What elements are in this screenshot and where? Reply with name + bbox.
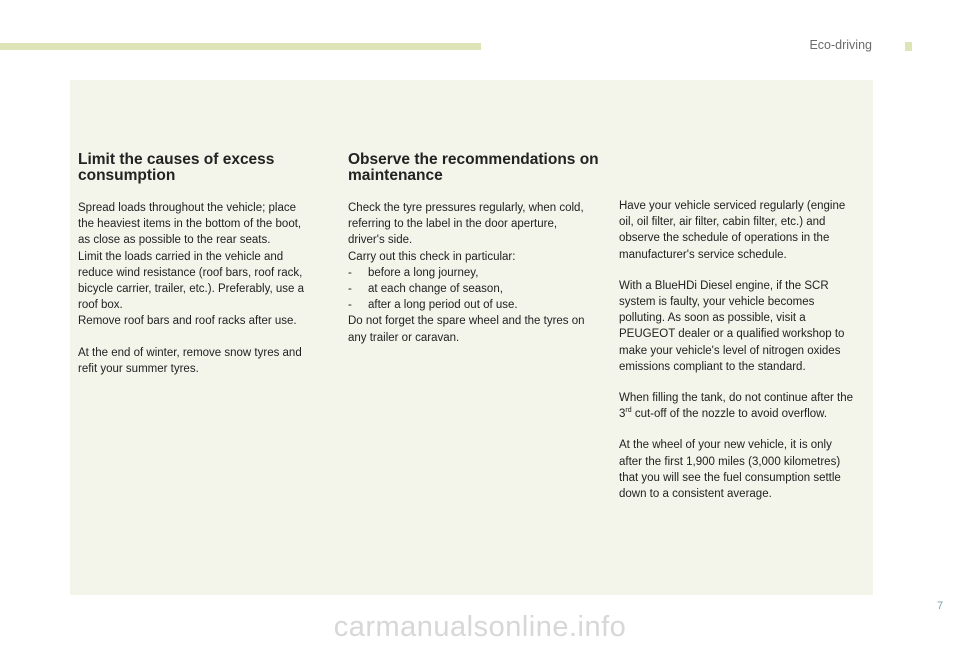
bullet-item [348, 297, 603, 313]
text-line: referring to the label in the door aperture, [348, 218, 558, 231]
text-line: system is faulty, your vehicle becomes [619, 296, 815, 309]
text-line: as close as possible to the rear seats. [78, 234, 271, 247]
text-fragment: cut-off of the nozzle to avoid overflow. [634, 408, 828, 421]
ordinal-number: 3 [619, 408, 626, 421]
text-line: When filling the tank, do not continue after the [619, 392, 853, 405]
text-line: Have your vehicle serviced regularly (engine [619, 200, 846, 212]
ordinal-suffix: rd [625, 407, 632, 415]
text-line: oil, oil filter, air filter, cabin filter, etc.) and [619, 216, 826, 229]
text-line: any trailer or caravan. [348, 331, 460, 344]
watermark: carmanualsonline.info [333, 611, 627, 643]
page-number: 7 [937, 600, 944, 612]
text-line: bicycle carrier, trailer, etc.). Preferably, use a [78, 283, 305, 296]
text-line: down to a consistent average. [619, 488, 772, 501]
text-line: roof box. [78, 299, 123, 312]
text-line: polluting. As soon as possible, visit a [619, 312, 806, 325]
text-line: Carry out this check in particular: [348, 250, 516, 263]
bullet-marker: - [348, 299, 352, 312]
text-line: At the wheel of your new vehicle, it is only [619, 439, 832, 452]
heading-excess-consumption: Limit the causes of excess consumption [78, 151, 275, 184]
text-line: emissions compliant to the standard. [619, 360, 806, 373]
text-line: PEUGEOT dealer or a qualified workshop to [619, 328, 845, 341]
text-line: Remove roof bars and roof racks after use. [78, 315, 297, 328]
text-line: driver's side. [348, 234, 413, 247]
heading-maintenance: Observe the recommendations on maintenance [348, 151, 599, 184]
text-line: refit your summer tyres. [78, 362, 199, 375]
paragraph-loads [78, 200, 323, 330]
text-line: reduce wind resistance (roof bars, roof rack, [78, 266, 303, 279]
bullet-marker: - [348, 266, 352, 279]
text-line: Limit the loads carried in the vehicle and [78, 250, 284, 263]
column-excess-consumption [78, 152, 323, 392]
paragraph-winter-tyres [78, 345, 323, 377]
text-line: At the end of winter, remove snow tyres and [78, 346, 302, 359]
column-maintenance [348, 152, 603, 361]
bullet-item [348, 281, 603, 297]
text-line: observe the schedule of operations in the [619, 232, 830, 245]
text-line: With a BlueHDi Diesel engine, if the SCR [619, 279, 829, 292]
paragraph-scr-system [619, 278, 869, 375]
text-line: the heaviest items in the bottom of the boot, [78, 218, 302, 231]
text-line: that you will see the fuel consumption settle [619, 471, 841, 484]
paragraph-new-vehicle [619, 437, 869, 502]
bullet-item [348, 265, 603, 281]
bullet-text: before a long journey, [368, 266, 479, 279]
text-line: Do not forget the spare wheel and the tyres on [348, 315, 585, 328]
text-line: Spread loads throughout the vehicle; place [78, 202, 297, 214]
paragraph-servicing [619, 198, 869, 263]
header-accent-bar [0, 43, 481, 50]
bullet-text: after a long period out of use. [368, 299, 518, 312]
text-line: after the first 1,900 miles (3,000 kilometres) [619, 455, 841, 468]
text-line: manufacturer's service schedule. [619, 248, 787, 261]
bullet-text: at each change of season, [368, 283, 503, 296]
column-servicing [619, 198, 869, 517]
paragraph-tyre-pressure [348, 200, 603, 346]
bullet-marker: - [348, 283, 352, 296]
text-line: make your vehicle's level of nitrogen oxides [619, 344, 841, 357]
paragraph-filling-tank [619, 390, 869, 422]
text-line: Check the tyre pressures regularly, when cold, [348, 202, 584, 214]
text-line [619, 406, 869, 422]
section-marker [905, 42, 912, 51]
section-label: Eco-driving [809, 38, 872, 52]
